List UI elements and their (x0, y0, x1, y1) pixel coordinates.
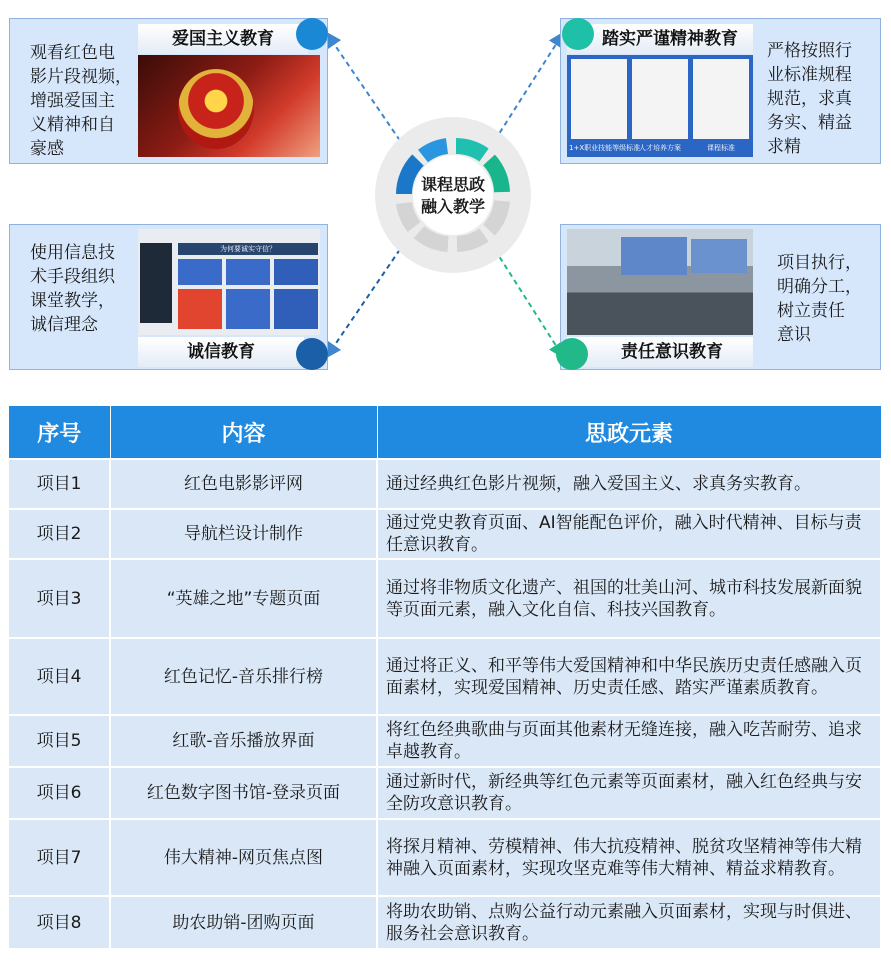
panel-responsibility (560, 224, 881, 370)
dot-rigor (562, 18, 594, 50)
answer-card (178, 259, 222, 285)
panel-rigor-title: 踏实严谨精神教育 (567, 24, 753, 54)
cell-elements: 将红色经典歌曲与页面其他素材无缝连接，融入吃苦耐劳、追求卓越教育。 (377, 715, 881, 767)
cell-content: 伟大精神-网页焦点图 (110, 819, 377, 896)
dot-patriotism (296, 18, 328, 50)
answer-card (274, 289, 318, 329)
panel-patriotism (9, 18, 328, 164)
doc-caption: 人才培养方案 (639, 144, 681, 152)
cell-index: 项目6 (9, 767, 110, 819)
cell-elements: 将探月精神、劳模精神、伟大抗疫精神、脱贫攻坚精神等伟大精神融入页面素材，实现攻坚克难等伟大精神、精益求精教育。 (377, 819, 881, 896)
cell-index: 项目3 (9, 559, 110, 638)
cell-content: 红色数字图书馆-登录页面 (110, 767, 377, 819)
cell-elements: 通过党史教育页面、AI智能配色评价，融入时代精神、目标与责任意识教育。 (377, 509, 881, 559)
cell-index: 项目5 (9, 715, 110, 767)
cell-content: 红色电影影评网 (110, 459, 377, 509)
table-row (9, 715, 881, 767)
cell-content: 红歌-音乐播放界面 (110, 715, 377, 767)
cell-content: 导航栏设计制作 (110, 509, 377, 559)
classroom-photo (567, 229, 753, 335)
table-header-row (9, 406, 881, 459)
panel-responsibility-title: 责任意识教育 (567, 337, 753, 367)
standards-documents (567, 55, 753, 157)
cell-elements: 通过经典红色影片视频，融入爱国主义、求真务实教育。 (377, 459, 881, 509)
panel-rigor-text: 严格按照行 业标准规程 规范，求真 务实、精益 求精 (767, 41, 852, 157)
document-page (632, 59, 688, 139)
patriotism-photo (138, 55, 320, 157)
answer-card (274, 259, 318, 285)
projection-screen (621, 237, 687, 275)
table-row (9, 459, 881, 509)
projection-screen (691, 239, 747, 273)
classroom-app-screen (138, 229, 320, 335)
document-page (693, 59, 749, 139)
doc-caption: 课程标准 (707, 144, 735, 152)
answer-card (226, 289, 270, 329)
cell-elements: 通过将正义、和平等伟大爱国精神和中华民族历史责任感融入页面素材，实现爱国精神、历史责任感、踏实严谨素质教育。 (377, 638, 881, 715)
dot-responsibility (556, 338, 588, 370)
pattern-lock-area (140, 243, 172, 323)
dot-integrity (296, 338, 328, 370)
table-row (9, 509, 881, 559)
header-elements: 思政元素 (377, 406, 881, 459)
table-row (9, 767, 881, 819)
cell-index: 项目7 (9, 819, 110, 896)
cell-content: 红色记忆-音乐排行榜 (110, 638, 377, 715)
cell-content: 助农助销-团购页面 (110, 896, 377, 948)
panel-responsibility-text: 项目执行， 明确分工， 树立责任 意识 (777, 253, 862, 345)
header-index: 序号 (9, 406, 110, 459)
answer-card (178, 289, 222, 329)
panel-integrity (9, 224, 328, 370)
panel-patriotism-title: 爱国主义教育 (138, 24, 308, 54)
cell-index: 项目8 (9, 896, 110, 948)
cell-elements: 通过将非物质文化遗产、祖国的壮美山河、城市科技发展新面貌等页面元素，融入文化自信、科技兴国教育。 (377, 559, 881, 638)
panel-integrity-text: 使用信息技 术手段组织 课堂教学， 诚信理念 (30, 243, 115, 335)
table-row (9, 638, 881, 715)
panel-patriotism-text: 观看红色电 影片段视频， 增强爱国主 义精神和自 豪感 (30, 43, 132, 159)
cell-index: 项目1 (9, 459, 110, 509)
panel-integrity-title: 诚信教育 (138, 337, 304, 367)
screen-title: 为何要诚实守信？ (178, 243, 318, 255)
answer-card (226, 259, 270, 285)
table-row (9, 896, 881, 948)
national-emblem-icon (178, 69, 254, 149)
document-page (571, 59, 627, 139)
ideology-table (9, 406, 882, 948)
cell-content: “英雄之地”专题页面 (110, 559, 377, 638)
cell-index: 项目2 (9, 509, 110, 559)
doc-caption: 1+X职业技能等级标准 (569, 144, 641, 152)
panel-rigor (560, 18, 881, 164)
cell-elements: 将助农助销、点购公益行动元素融入页面素材，实现与时俱进、服务社会意识教育。 (377, 896, 881, 948)
center-label: 课程思政 融入教学 (420, 175, 485, 216)
table-row (9, 819, 881, 896)
cell-index: 项目4 (9, 638, 110, 715)
table-row (9, 559, 881, 638)
header-content: 内容 (110, 406, 377, 459)
cell-elements: 通过新时代，新经典等红色元素等页面素材，融入红色经典与安全防攻意识教育。 (377, 767, 881, 819)
